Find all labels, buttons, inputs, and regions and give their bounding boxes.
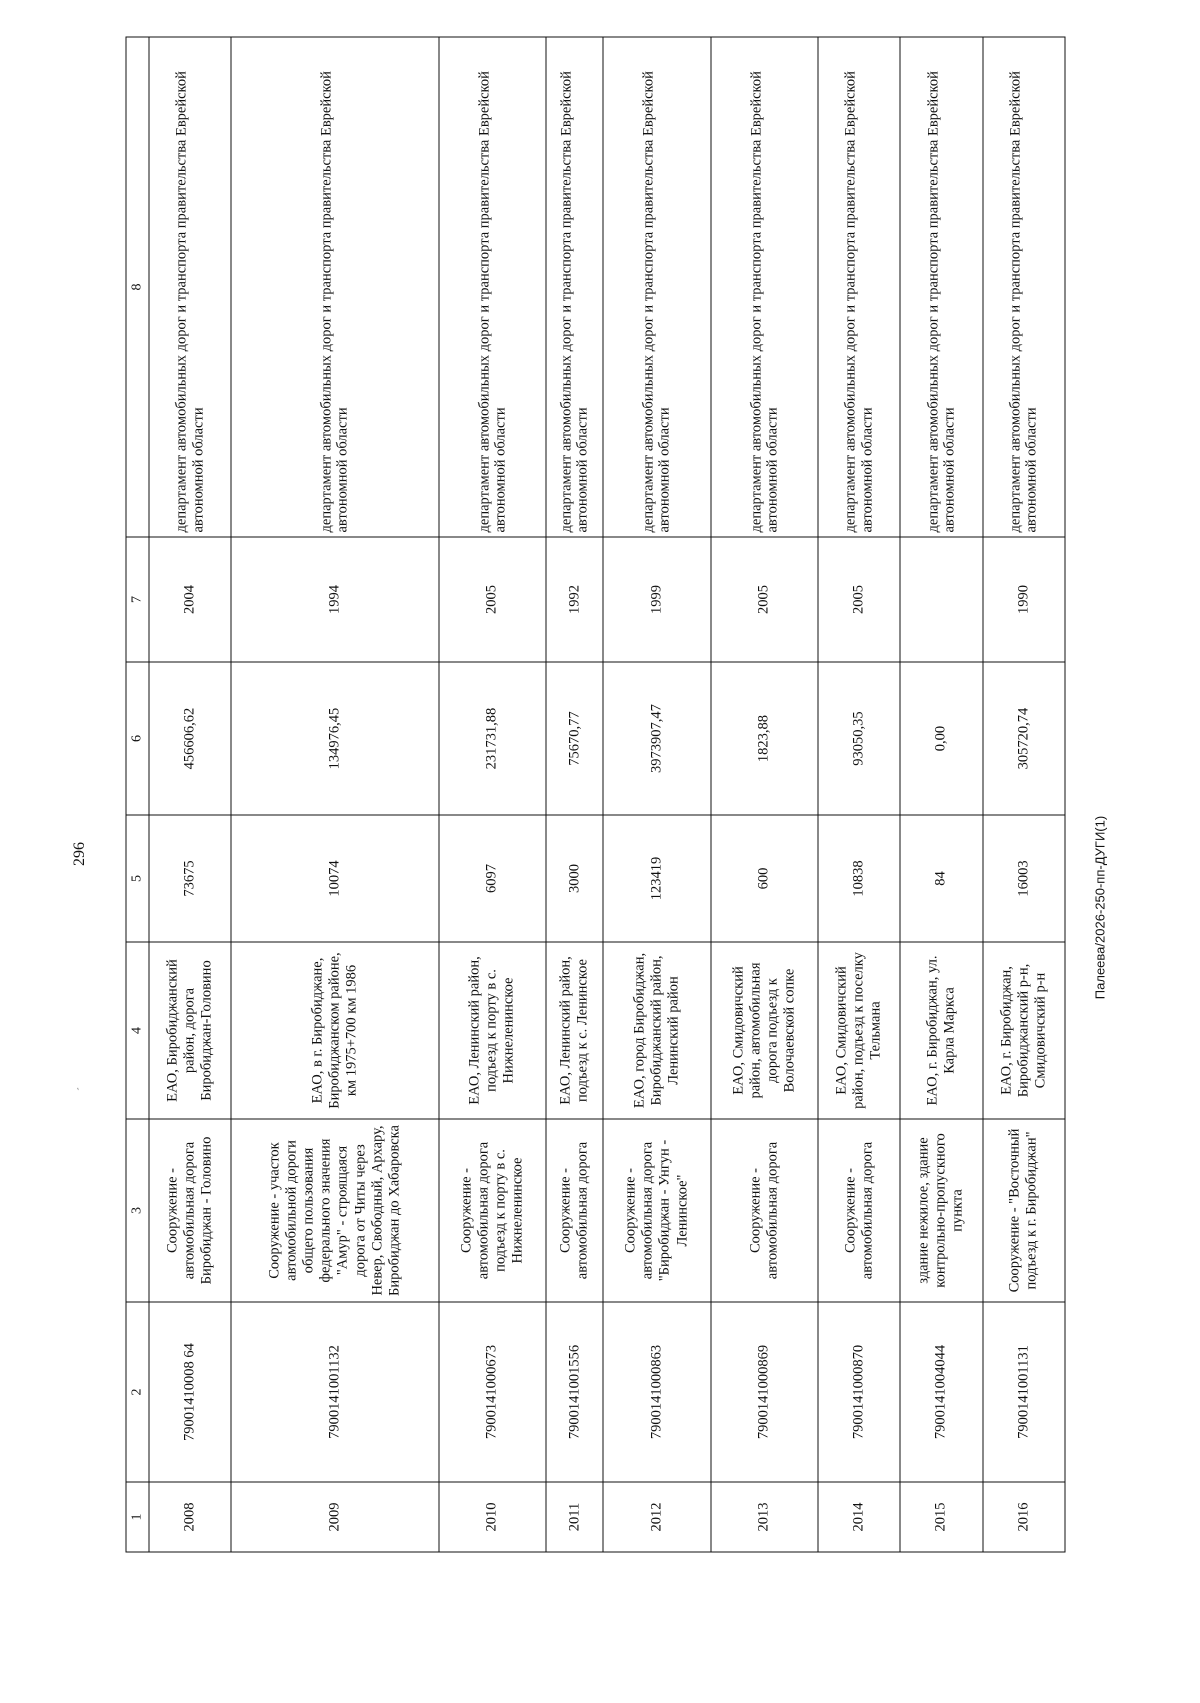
table-row [818, 37, 900, 1552]
table-body [149, 37, 1065, 1552]
row-number: 2014 [818, 1482, 900, 1552]
commission-year: 2005 [439, 537, 546, 662]
commission-year: 2005 [711, 537, 818, 662]
row-number: 2010 [439, 1482, 546, 1552]
table-row [900, 37, 982, 1552]
object-length: 10838 [818, 815, 900, 942]
cadastral-number: 7900141000673 [439, 1302, 546, 1482]
cadastral-number: 7900141000870 [818, 1302, 900, 1482]
registry-table-wrapper [126, 38, 1066, 1553]
cadastral-number: 7900141000863 [603, 1302, 710, 1482]
document-footer: Палеева/2026-250-пп-ДУГИ(1) [1092, 815, 1108, 1000]
rights-holder: департамент автомобильных дорог и транспорта правительства Еврейской автономной области [818, 37, 900, 537]
object-value: 75670,77 [546, 662, 603, 815]
rights-holder: департамент автомобильных дорог и транспорта правительства Еврейской автономной области [546, 37, 603, 537]
table-row [603, 37, 710, 1552]
commission-year: 2004 [149, 537, 231, 662]
object-length: 10074 [231, 815, 438, 942]
rights-holder: департамент автомобильных дорог и транспорта правительства Еврейской автономной области [149, 37, 231, 537]
object-address: ЕАО, в г. Биробиджане, Биробиджанском районе, км 1975+700 км 1986 [231, 942, 438, 1119]
row-number: 2011 [546, 1482, 603, 1552]
column-header: 1 [126, 1482, 149, 1552]
registry-table [126, 37, 1066, 1553]
commission-year: 1992 [546, 537, 603, 662]
commission-year [900, 537, 982, 662]
table-row [546, 37, 603, 1552]
row-number: 2012 [603, 1482, 710, 1552]
row-number: 2013 [711, 1482, 818, 1552]
object-value: 0,00 [900, 662, 982, 815]
commission-year: 1990 [983, 537, 1065, 662]
table-row [711, 37, 818, 1552]
rights-holder: департамент автомобильных дорог и транспорта правительства Еврейской автономной области [231, 37, 438, 537]
table-row [983, 37, 1065, 1552]
object-length: 6097 [439, 815, 546, 942]
cadastral-number: 7900141001132 [231, 1302, 438, 1482]
column-header: 4 [126, 942, 149, 1119]
rights-holder: департамент автомобильных дорог и транспорта правительства Еврейской автономной области [439, 37, 546, 537]
object-name: Сооружение - "Восточный подъезд к г. Биробиджан" [983, 1119, 1065, 1302]
rights-holder: департамент автомобильных дорог и транспорта правительства Еврейской автономной области [711, 37, 818, 537]
object-name: здание нежилое, здание контрольно-пропускного пункта [900, 1119, 982, 1302]
commission-year: 2005 [818, 537, 900, 662]
rights-holder: департамент автомобильных дорог и транспорта правительства Еврейской автономной области [603, 37, 710, 537]
cadastral-number: 7900141001131 [983, 1302, 1065, 1482]
row-number: 2008 [149, 1482, 231, 1552]
object-name: Сооружение - автомобильная дорога [818, 1119, 900, 1302]
object-value: 93050,35 [818, 662, 900, 815]
object-length: 3000 [546, 815, 603, 942]
column-header: 7 [126, 537, 149, 662]
commission-year: 1999 [603, 537, 710, 662]
object-address: ЕАО, Ленинский район, подъезд к с. Ленинское [546, 942, 603, 1119]
table-row [149, 37, 231, 1552]
cadastral-number: 7900141001556 [546, 1302, 603, 1482]
object-value: 231731,88 [439, 662, 546, 815]
object-value: 3973907,47 [603, 662, 710, 815]
row-number: 2009 [231, 1482, 438, 1552]
header-row [126, 37, 149, 1552]
object-name: Сооружение - автомобильная дорога Биробиджан - Головино [149, 1119, 231, 1302]
rights-holder: департамент автомобильных дорог и транспорта правительства Еврейской автономной области [900, 37, 982, 537]
column-header: 3 [126, 1119, 149, 1302]
object-address: ЕАО, Биробиджанский район, дорога Биробиджан-Головино [149, 942, 231, 1119]
scan-mark: ʹ [75, 1086, 84, 1097]
page-number: 296 [71, 842, 88, 866]
column-header: 5 [126, 815, 149, 942]
object-name: Сооружение - автомобильная дорога [711, 1119, 818, 1302]
rights-holder: департамент автомобильных дорог и транспорта правительства Еврейской автономной области [983, 37, 1065, 537]
column-header: 2 [126, 1302, 149, 1482]
object-value: 134976,45 [231, 662, 438, 815]
object-address: ЕАО, город Биробиджан, Биробиджанский район, Ленинский район [603, 942, 710, 1119]
object-value: 1823,88 [711, 662, 818, 815]
object-address: ЕАО, Смидовичский район, подъезд к поселку Тельмана [818, 942, 900, 1119]
object-value: 305720,74 [983, 662, 1065, 815]
object-value: 456606,62 [149, 662, 231, 815]
object-name: Сооружение - автомобильная дорога [546, 1119, 603, 1302]
cadastral-number: 79001410008 64 [149, 1302, 231, 1482]
object-address: ЕАО, Смидовичский район, автомобильная дорога подъезд к Волочаевской сопке [711, 942, 818, 1119]
table-row [231, 37, 438, 1552]
row-number: 2015 [900, 1482, 982, 1552]
commission-year: 1994 [231, 537, 438, 662]
row-number: 2016 [983, 1482, 1065, 1552]
object-name: Сооружение - автомобильная дорога "Биробиджан - Унгун - Ленинское" [603, 1119, 710, 1302]
object-address: ЕАО, г. Биробиджан, ул. Карла Маркса [900, 942, 982, 1119]
column-header: 8 [126, 37, 149, 537]
cadastral-number: 7900141000869 [711, 1302, 818, 1482]
object-length: 73675 [149, 815, 231, 942]
table-row [439, 37, 546, 1552]
object-length: 600 [711, 815, 818, 942]
object-name: Сооружение - участок автомобильной дороги общего пользования федерального значения "Амур" - строящаяся дорога от Читы через Невер, Свободный, Архару, Биробиджан до Хабаровска [231, 1119, 438, 1302]
object-length: 123419 [603, 815, 710, 942]
column-header: 6 [126, 662, 149, 815]
object-length: 16003 [983, 815, 1065, 942]
object-address: ЕАО, г. Биробиджан, Биробиджанский р-н, Смидовичский р-н [983, 942, 1065, 1119]
object-name: Сооружение - автомобильная дорога подъезд к порту в с. Нижнеленинское [439, 1119, 546, 1302]
cadastral-number: 7900141004044 [900, 1302, 982, 1482]
object-length: 84 [900, 815, 982, 942]
object-address: ЕАО, Ленинский район, подъезд к порту в с. Нижнеленинское [439, 942, 546, 1119]
